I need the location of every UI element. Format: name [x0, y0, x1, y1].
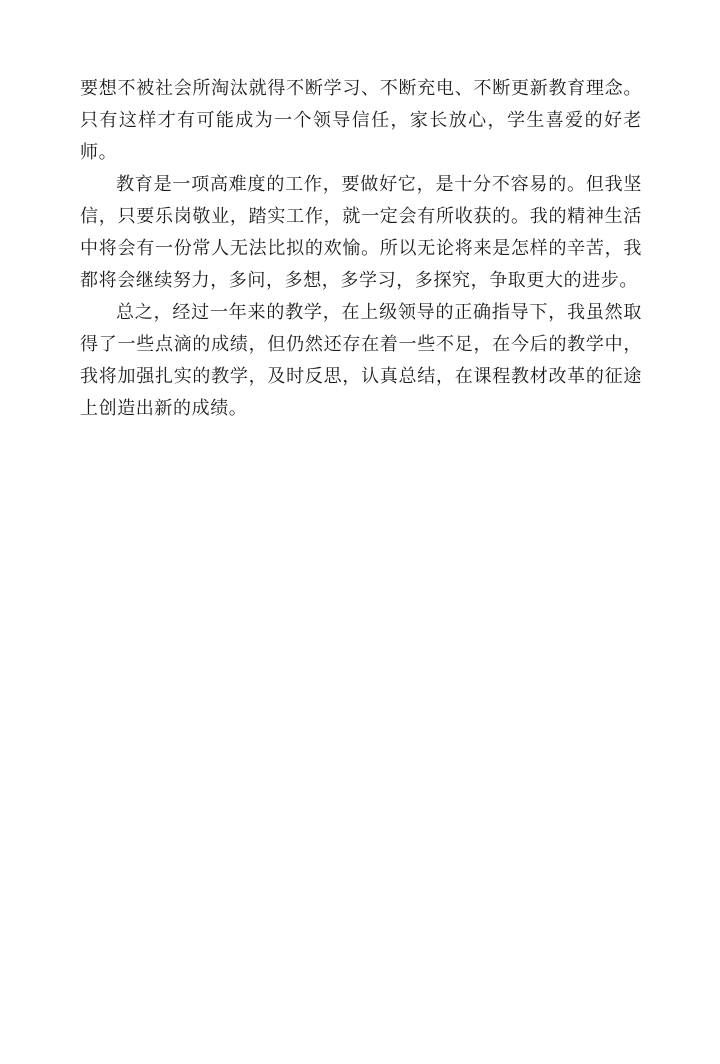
paragraph-education-difficulty: 教育是一项高难度的工作，要做好它，是十分不容易的。但我坚信，只要乐岗敬业，踏实工作，就一定会有所收获的。我的精神生活中将会有一份常人无法比拟的欢愉。所以无论将来是怎样的辛苦，我都将会继续努力，多问，多想，多学习，多探究，争取更大的进步。	[80, 174, 642, 291]
paragraph-continuation: 要想不被社会所淘汰就得不断学习、不断充电、不断更新教育理念。只有这样才有可能成为一个领导信任，家长放心，学生喜爱的好老师。	[80, 78, 642, 163]
document-body	[80, 73, 642, 425]
paragraph-summary: 总之，经过一年来的教学，在上级领导的正确指导下，我虽然取得了一些点滴的成绩，但仍然还存在着一些不足，在今后的教学中，我将加强扎实的教学，及时反思，认真总结，在课程教材改革的征途上创造出新的成绩。	[80, 302, 642, 419]
